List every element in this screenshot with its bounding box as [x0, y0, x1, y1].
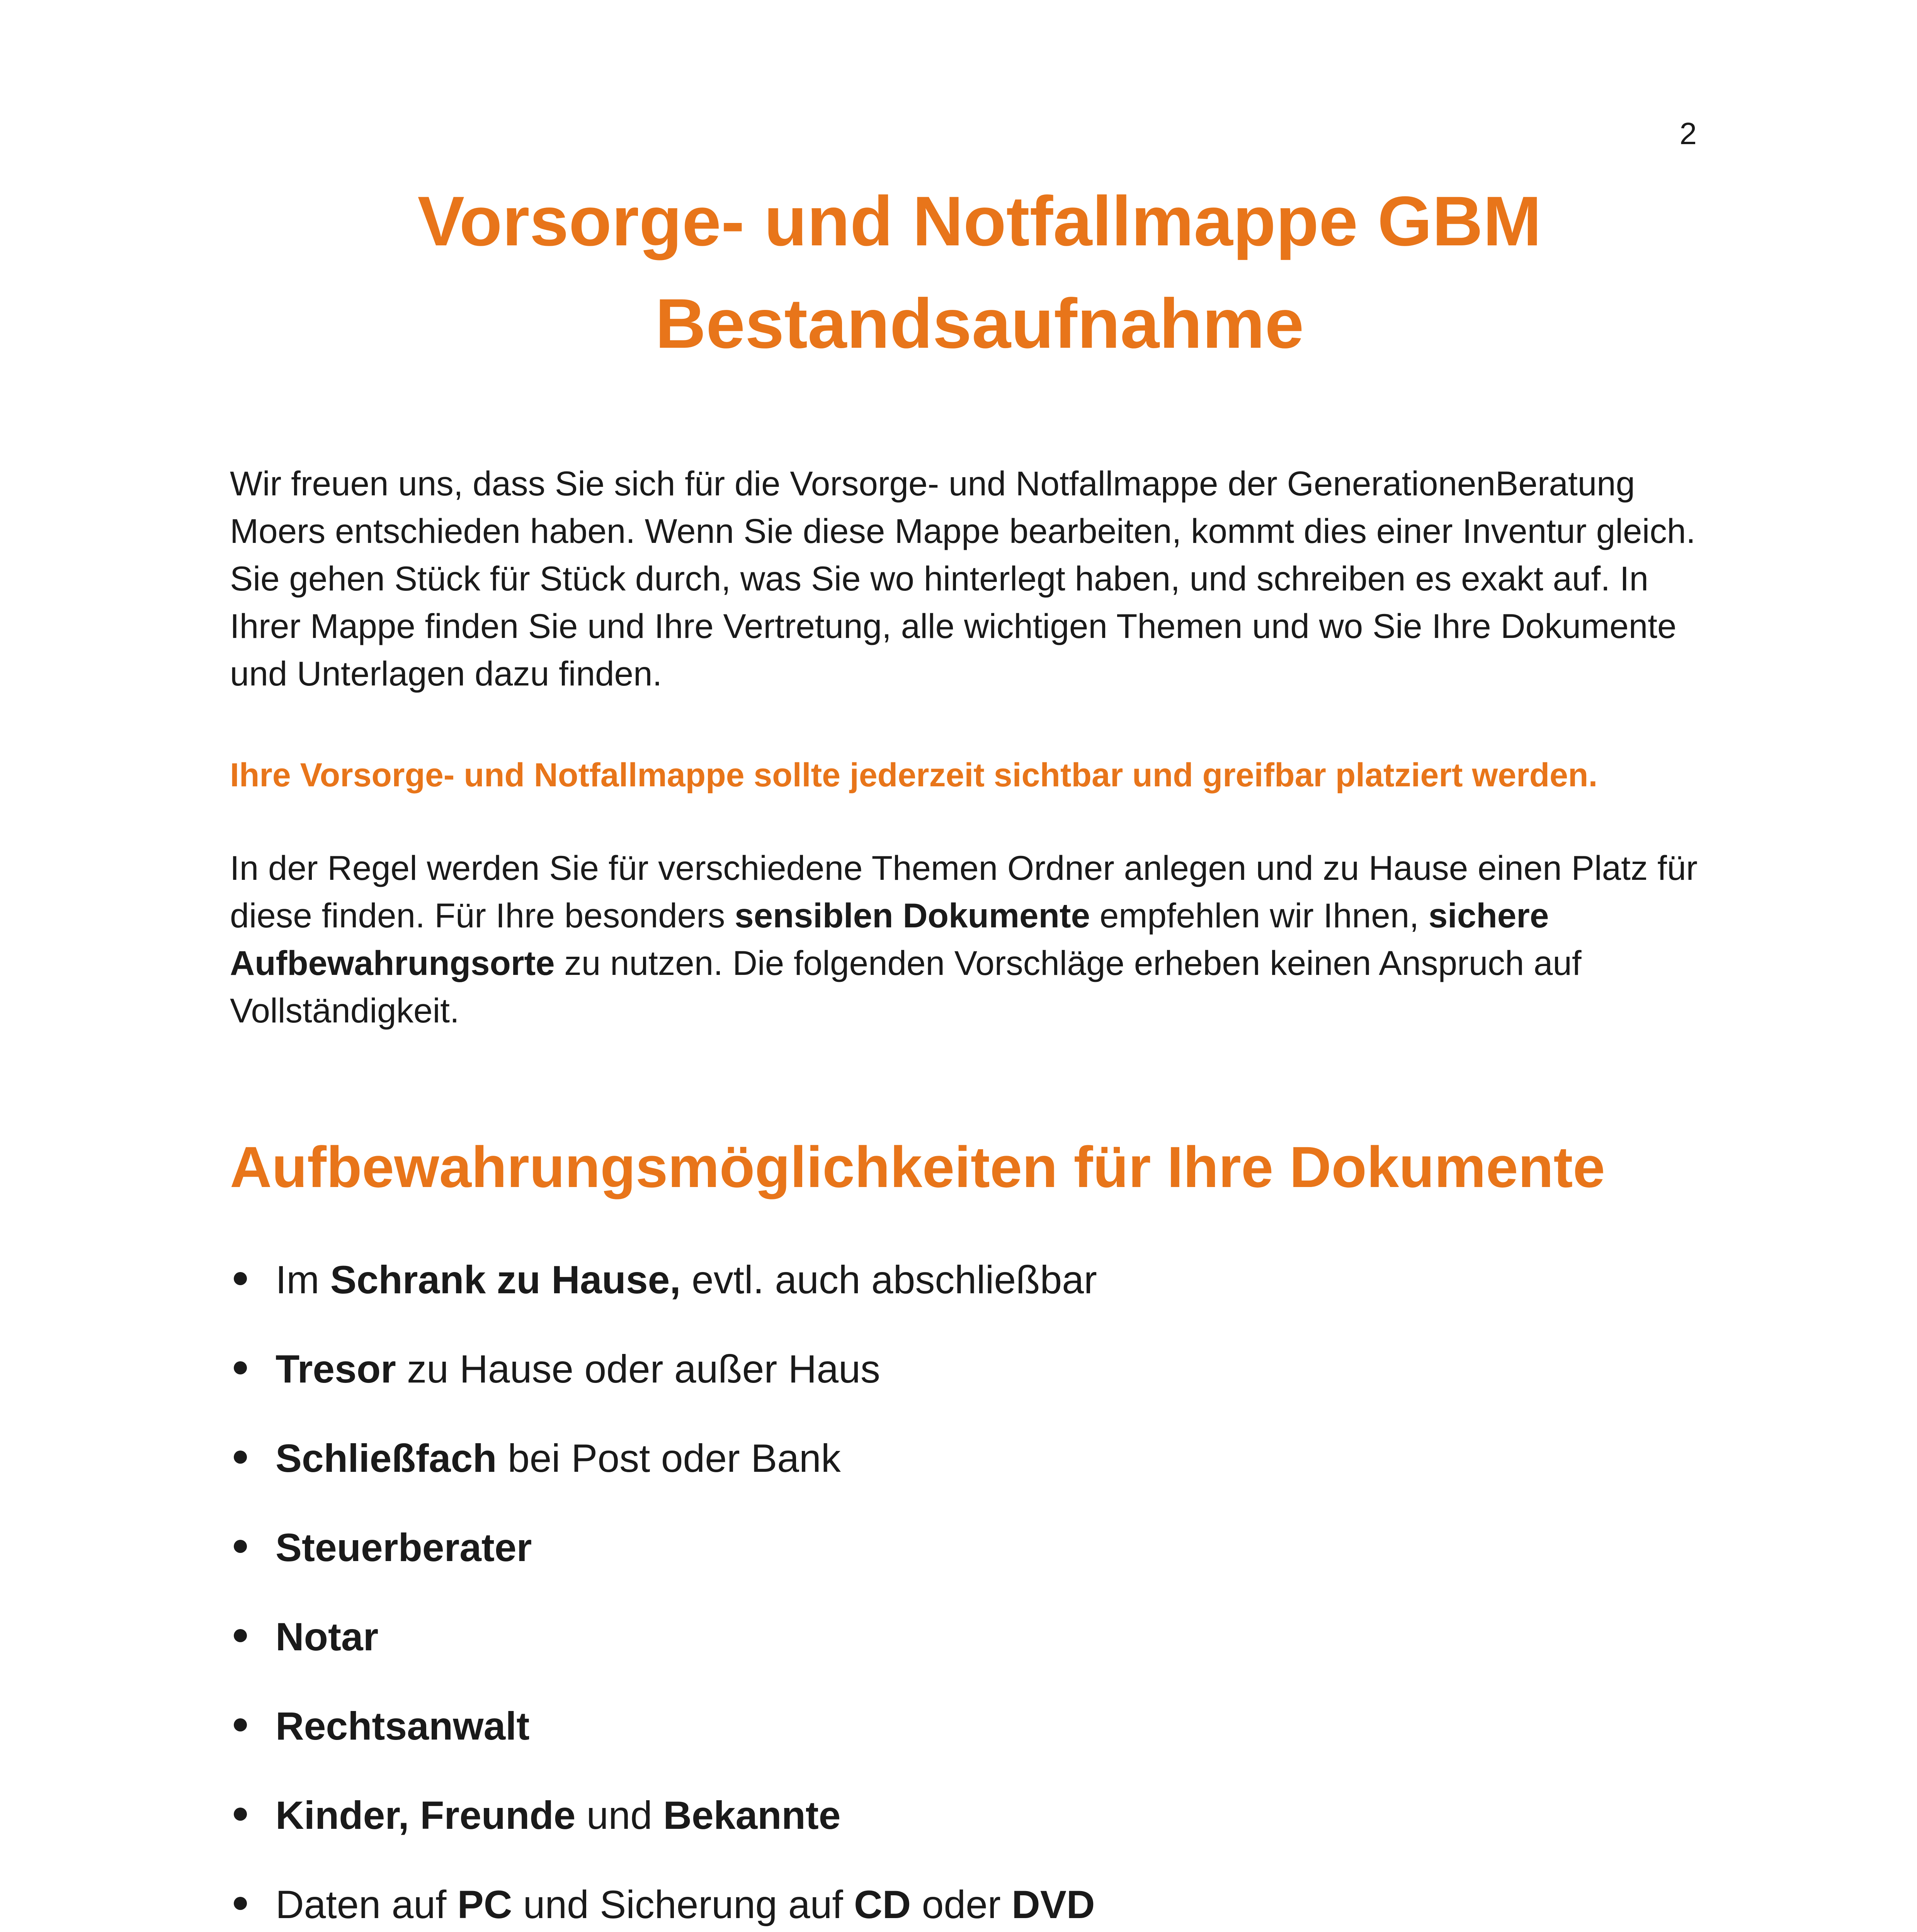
document-title: [230, 170, 1729, 375]
section-heading: Aufbewahrungsmöglichkeiten für Ihre Dokumente: [230, 1134, 1605, 1199]
list-item-bold: Tresor: [276, 1347, 396, 1391]
bullet-icon: [234, 1361, 247, 1374]
list-item: [230, 1341, 1718, 1397]
list-item-bold: PC: [457, 1883, 512, 1927]
storage-intro-bold-1: sensiblen Dokumente: [735, 896, 1090, 935]
list-item-text: Im: [276, 1258, 330, 1302]
list-item-text: evtl. auch abschließbar: [680, 1258, 1097, 1302]
list-item: [230, 1698, 1718, 1754]
storage-intro-paragraph: [230, 844, 1698, 1034]
list-item: [230, 1609, 1718, 1665]
title-line-2: Bestandsaufnahme: [655, 284, 1304, 363]
list-item-bold: DVD: [1012, 1883, 1095, 1927]
bullet-icon: [234, 1808, 247, 1821]
list-item-bold: Notar: [276, 1615, 379, 1659]
list-item-text: und Sicherung auf: [512, 1883, 854, 1927]
list-item: [230, 1252, 1718, 1308]
bullet-icon: [234, 1897, 247, 1910]
page-number: 2: [1679, 116, 1697, 151]
list-item-bold: Bekannte: [663, 1793, 841, 1837]
title-line-1: Vorsorge- und Notfallmappe GBM: [417, 182, 1542, 260]
list-item-bold: Schließfach: [276, 1436, 497, 1480]
storage-intro-bold-2: sichere Aufbewahrungsorte: [230, 896, 1549, 982]
list-item-text: und: [575, 1793, 663, 1837]
intro-paragraph: Wir freuen uns, dass Sie sich für die Vorsorge- und Notfallmappe der GenerationenBeratung Moers entschieden haben. Wenn Sie diese Mappe bearbeiten, kommt dies einer Inventur gleich. Sie gehen Stück für Stück durch, was Sie wo hinterlegt haben, und schreiben es exakt auf. In Ihrer Mappe finden Sie und Ihre Vertretung, alle wichtigen Themen und wo Sie Ihre Dokumente und Unterlagen dazu finden.: [230, 464, 1696, 693]
list-item-bold: Rechtsanwalt: [276, 1704, 530, 1748]
bullet-icon: [234, 1629, 247, 1642]
list-item-bold: Schrank zu Hause,: [330, 1258, 681, 1302]
list-item-bold: Kinder, Freunde: [276, 1793, 576, 1837]
storage-intro-text-3: zu nutzen. Die folgenden Vorschläge erheben keinen Anspruch auf Vollständigkeit.: [230, 944, 1582, 1030]
list-item: [230, 1787, 1718, 1843]
list-item: [230, 1520, 1718, 1575]
list-item: [230, 1430, 1718, 1486]
list-item-text: zu Hause oder außer Haus: [396, 1347, 880, 1391]
list-item-bold: CD: [854, 1883, 911, 1927]
list-item-text: Daten auf: [276, 1883, 458, 1927]
list-item-text: bei Post oder Bank: [497, 1436, 841, 1480]
list-item-bold: Steuerberater: [276, 1526, 532, 1570]
bullet-icon: [234, 1540, 247, 1553]
storage-intro-text-1: In der Regel werden Sie für verschiedene Themen Ordner anlegen und zu Hause einen Platz für diese finden. Für Ihre besonders: [230, 849, 1698, 935]
list-item: [230, 1877, 1718, 1932]
bullet-icon: [234, 1451, 247, 1464]
highlight-note: Ihre Vorsorge- und Notfallmappe sollte jederzeit sichtbar und greifbar platziert werden.: [230, 757, 1598, 794]
bullet-icon: [234, 1272, 247, 1285]
storage-intro-text-2: empfehlen wir Ihnen,: [1090, 896, 1429, 935]
bullet-icon: [234, 1718, 247, 1731]
storage-options-list: [230, 1252, 1718, 1932]
list-item-text: oder: [911, 1883, 1012, 1927]
